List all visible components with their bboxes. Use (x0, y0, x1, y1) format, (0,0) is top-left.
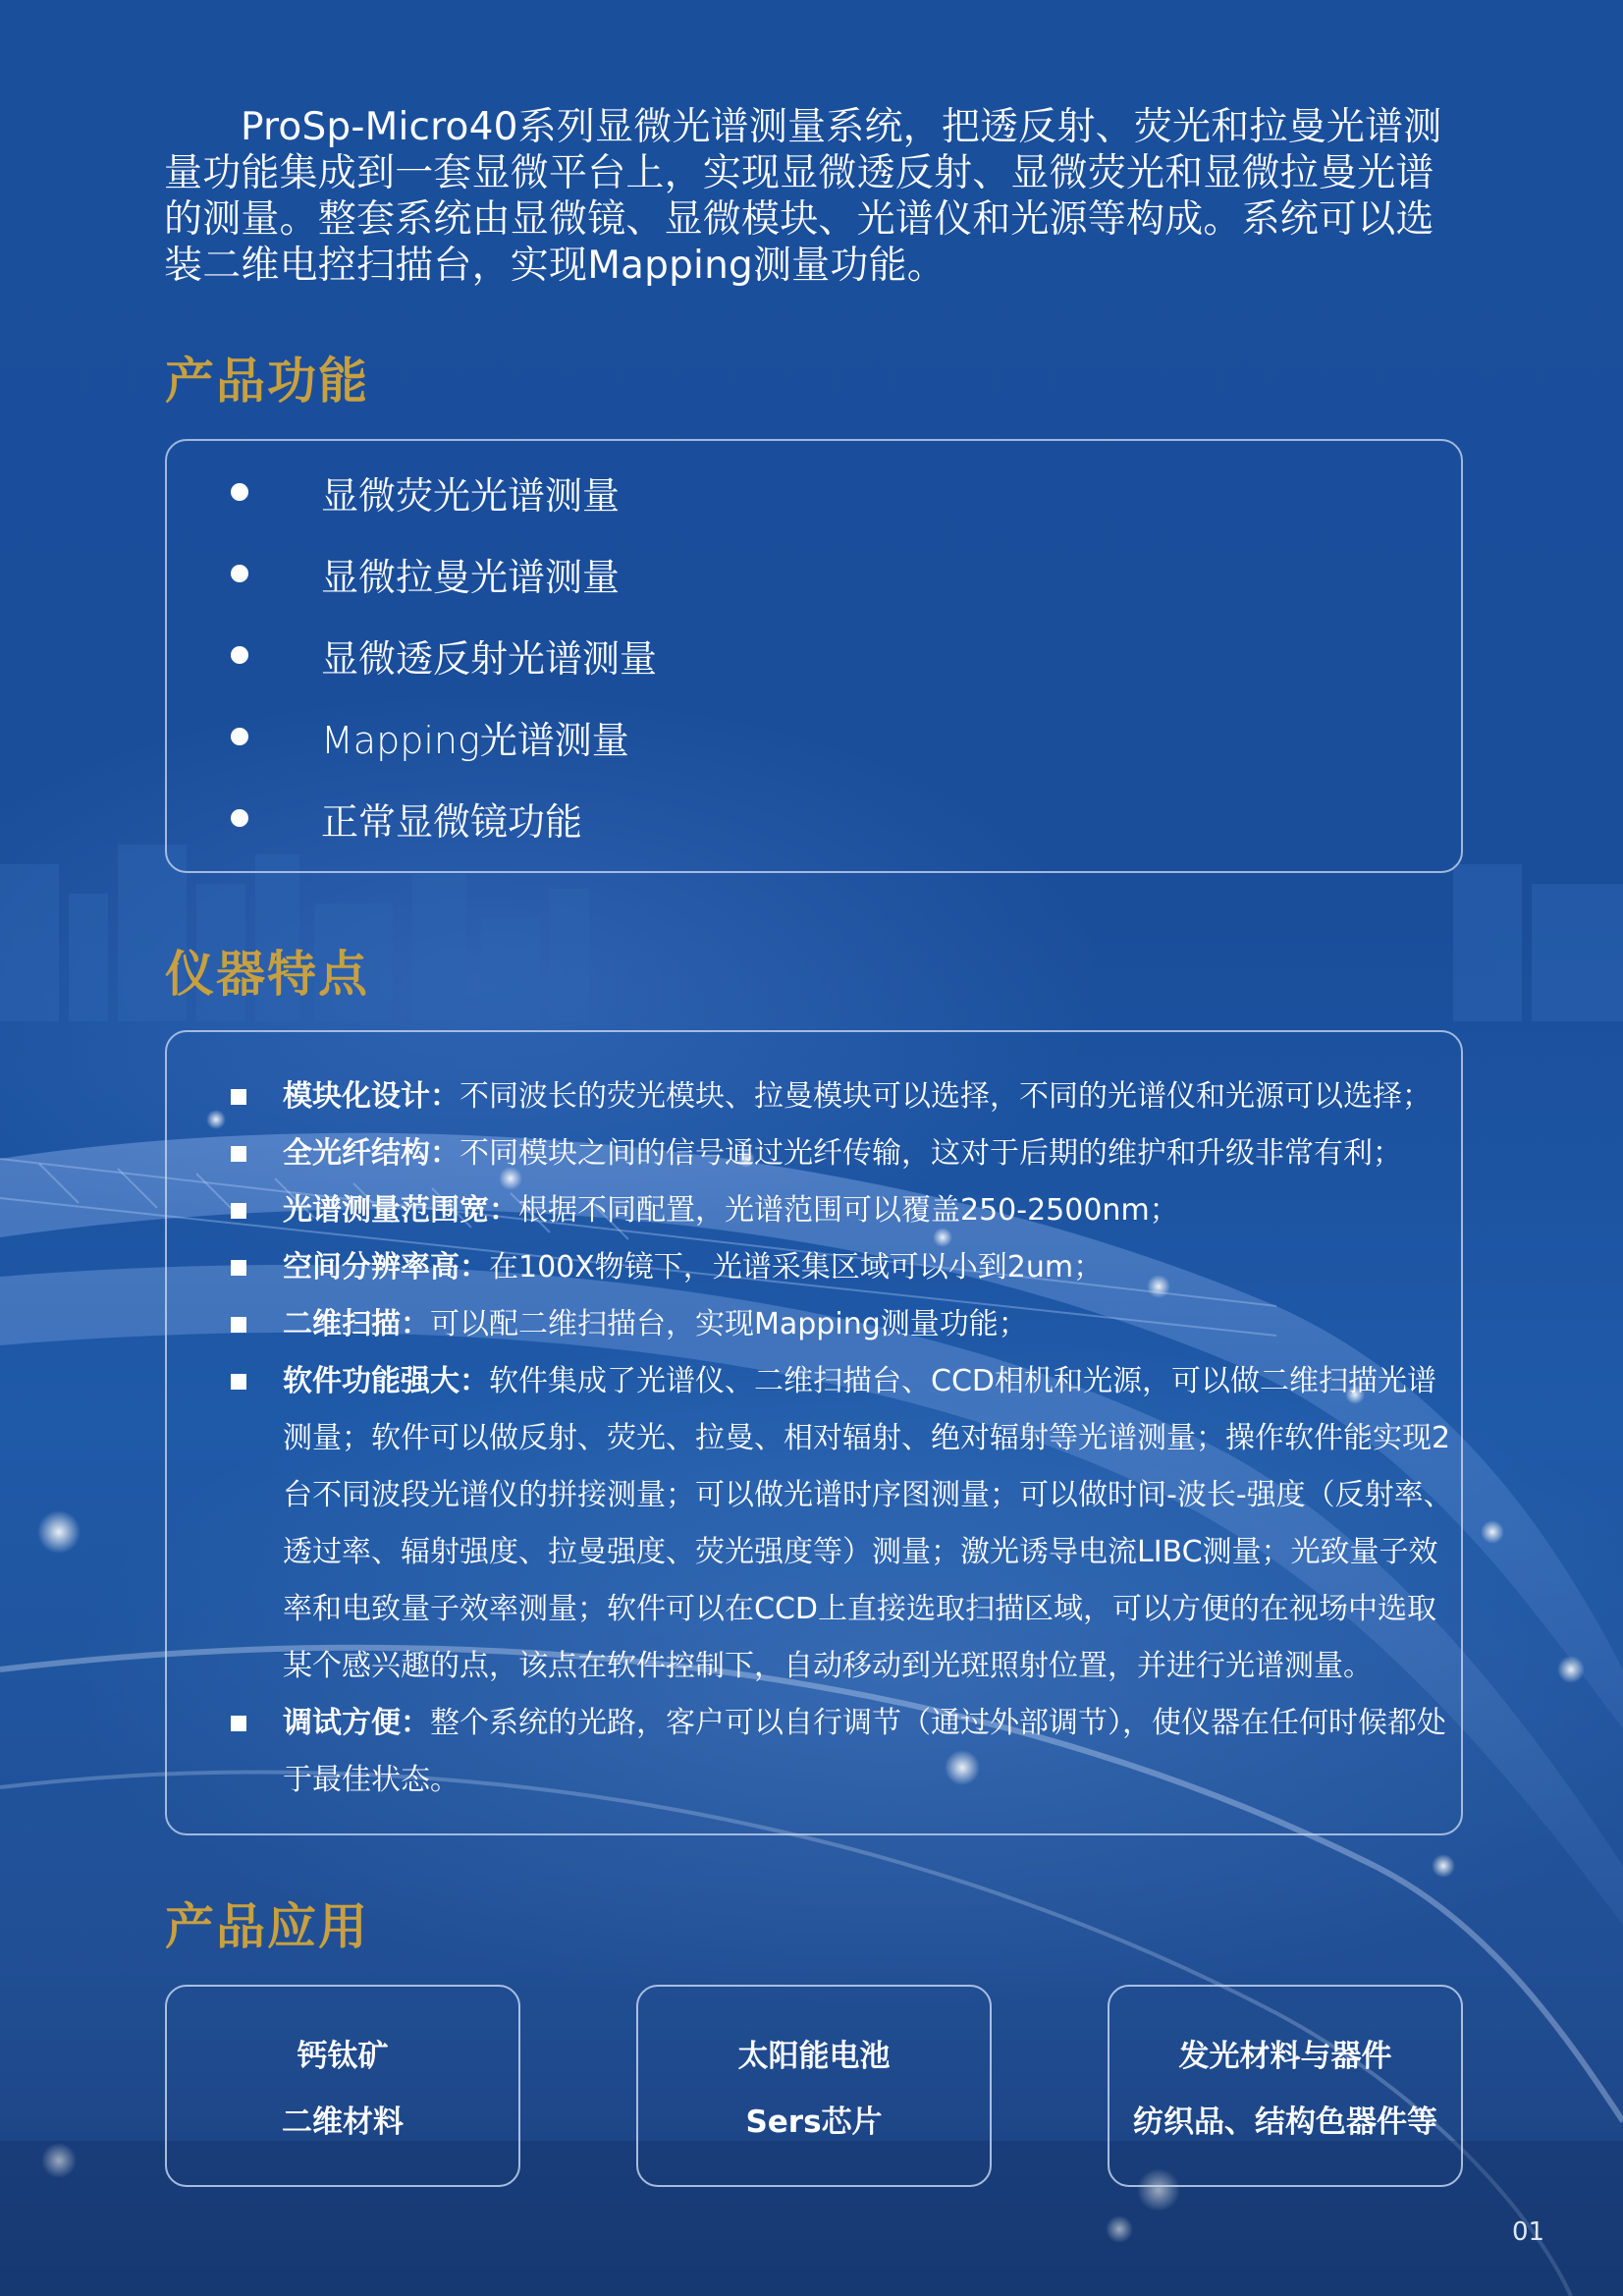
bullet-dot-icon (231, 728, 248, 745)
function-label: 显微透反射光谱测量 (321, 636, 658, 681)
list-item (167, 712, 1345, 761)
feature-text: 在100X物镜下，光谱采集区域可以小到2um； (489, 1250, 1104, 1285)
feature-text: 整个系统的光路，客户可以自行调节（通过外部调节），使仪器在任何时候都处于最佳状态。 (283, 1706, 1446, 1797)
bullet-dot-icon (231, 483, 248, 501)
features-box (165, 1030, 1463, 1835)
list-item (167, 793, 1345, 843)
list-item (167, 467, 1345, 517)
application-card (636, 1985, 992, 2187)
function-label: Mapping光谱测量 (321, 718, 629, 762)
bullet-dot-icon (231, 565, 248, 582)
list-item (167, 630, 1345, 680)
square-bullet-icon (231, 1374, 246, 1390)
feature-label: 全光纤结构： (283, 1136, 460, 1171)
functions-box (165, 439, 1463, 873)
application-line-2: 纺织品、结构色器件等 (1133, 2105, 1437, 2140)
feature-text: 根据不同配置，光谱范围可以覆盖250-2500nm； (518, 1193, 1179, 1228)
feature-text: 不同波长的荧光模块、拉曼模块可以选择，不同的光谱仪和光源可以选择； (460, 1079, 1432, 1114)
square-bullet-icon (231, 1089, 246, 1105)
application-line-2: 二维材料 (282, 2105, 404, 2140)
square-bullet-icon (231, 1716, 246, 1731)
list-item (167, 549, 1345, 598)
intro-paragraph: ProSp-Micro40系列显微光谱测量系统，把透反射、荧光和拉曼光谱测量功能集成到一套显微平台上，实现显微透反射、显微荧光和显微拉曼光谱的测量。整套系统由显微镜、显微模块、光谱仪和光源等构成。系统可以选装二维电控扫描台，实现Mapping测量功能。 (164, 105, 1442, 288)
feature-label: 空间分辨率高： (283, 1250, 489, 1285)
application-card (1108, 1985, 1463, 2187)
square-bullet-icon (231, 1203, 246, 1219)
bullet-dot-icon (231, 809, 248, 827)
application-line-1: 钙钛矿 (297, 2039, 389, 2074)
square-bullet-icon (231, 1146, 246, 1162)
application-line-1: 太阳能电池 (737, 2039, 891, 2074)
functions-title: 产品功能 (165, 353, 369, 410)
feature-label: 二维扫描： (283, 1307, 430, 1341)
features-title: 仪器特点 (165, 946, 369, 1003)
feature-text: 不同模块之间的信号通过光纤传输，这对于后期的维护和升级非常有利； (460, 1136, 1402, 1171)
function-label: 显微拉曼光谱测量 (321, 555, 621, 599)
function-label: 正常显微镜功能 (321, 799, 583, 844)
feature-text: 软件集成了光谱仪、二维扫描台、CCD相机和光源，可以做二维扫描光谱测量；软件可以做反射、荧光、拉曼、相对辐射、绝对辐射等光谱测量；操作软件能实现2台不同波段光谱仪的拼接测量；可以做光谱时序图测量；可以做时间-波长-强度（反射率、透过率、辐射强度、拉曼强度、荧光强度等）测量；激光诱导电流LIBC测量；光致量子效率和电致量子效率测量；软件可以在CCD上直接选取扫描区域，可以方便的在视场中选取某个感兴趣的点，该点在软件控制下，自动移动到光斑照射位置，并进行光谱测量。 (283, 1364, 1453, 1683)
application-line-2: Sers芯片 (745, 2105, 883, 2140)
feature-label: 光谱测量范围宽： (283, 1193, 518, 1228)
function-label: 显微荧光光谱测量 (321, 473, 621, 518)
application-line-1: 发光材料与器件 (1178, 2039, 1392, 2074)
square-bullet-icon (231, 1260, 246, 1276)
bullet-dot-icon (231, 646, 248, 664)
square-bullet-icon (231, 1317, 246, 1333)
feature-label: 软件功能强大： (283, 1364, 489, 1398)
page-number: 01 (1512, 2217, 1545, 2247)
feature-label: 模块化设计： (283, 1079, 460, 1114)
applications-title: 产品应用 (165, 1898, 369, 1955)
feature-label: 调试方便： (283, 1706, 430, 1740)
feature-text: 可以配二维扫描台，实现Mapping测量功能； (430, 1307, 1028, 1341)
application-card (165, 1985, 520, 2187)
